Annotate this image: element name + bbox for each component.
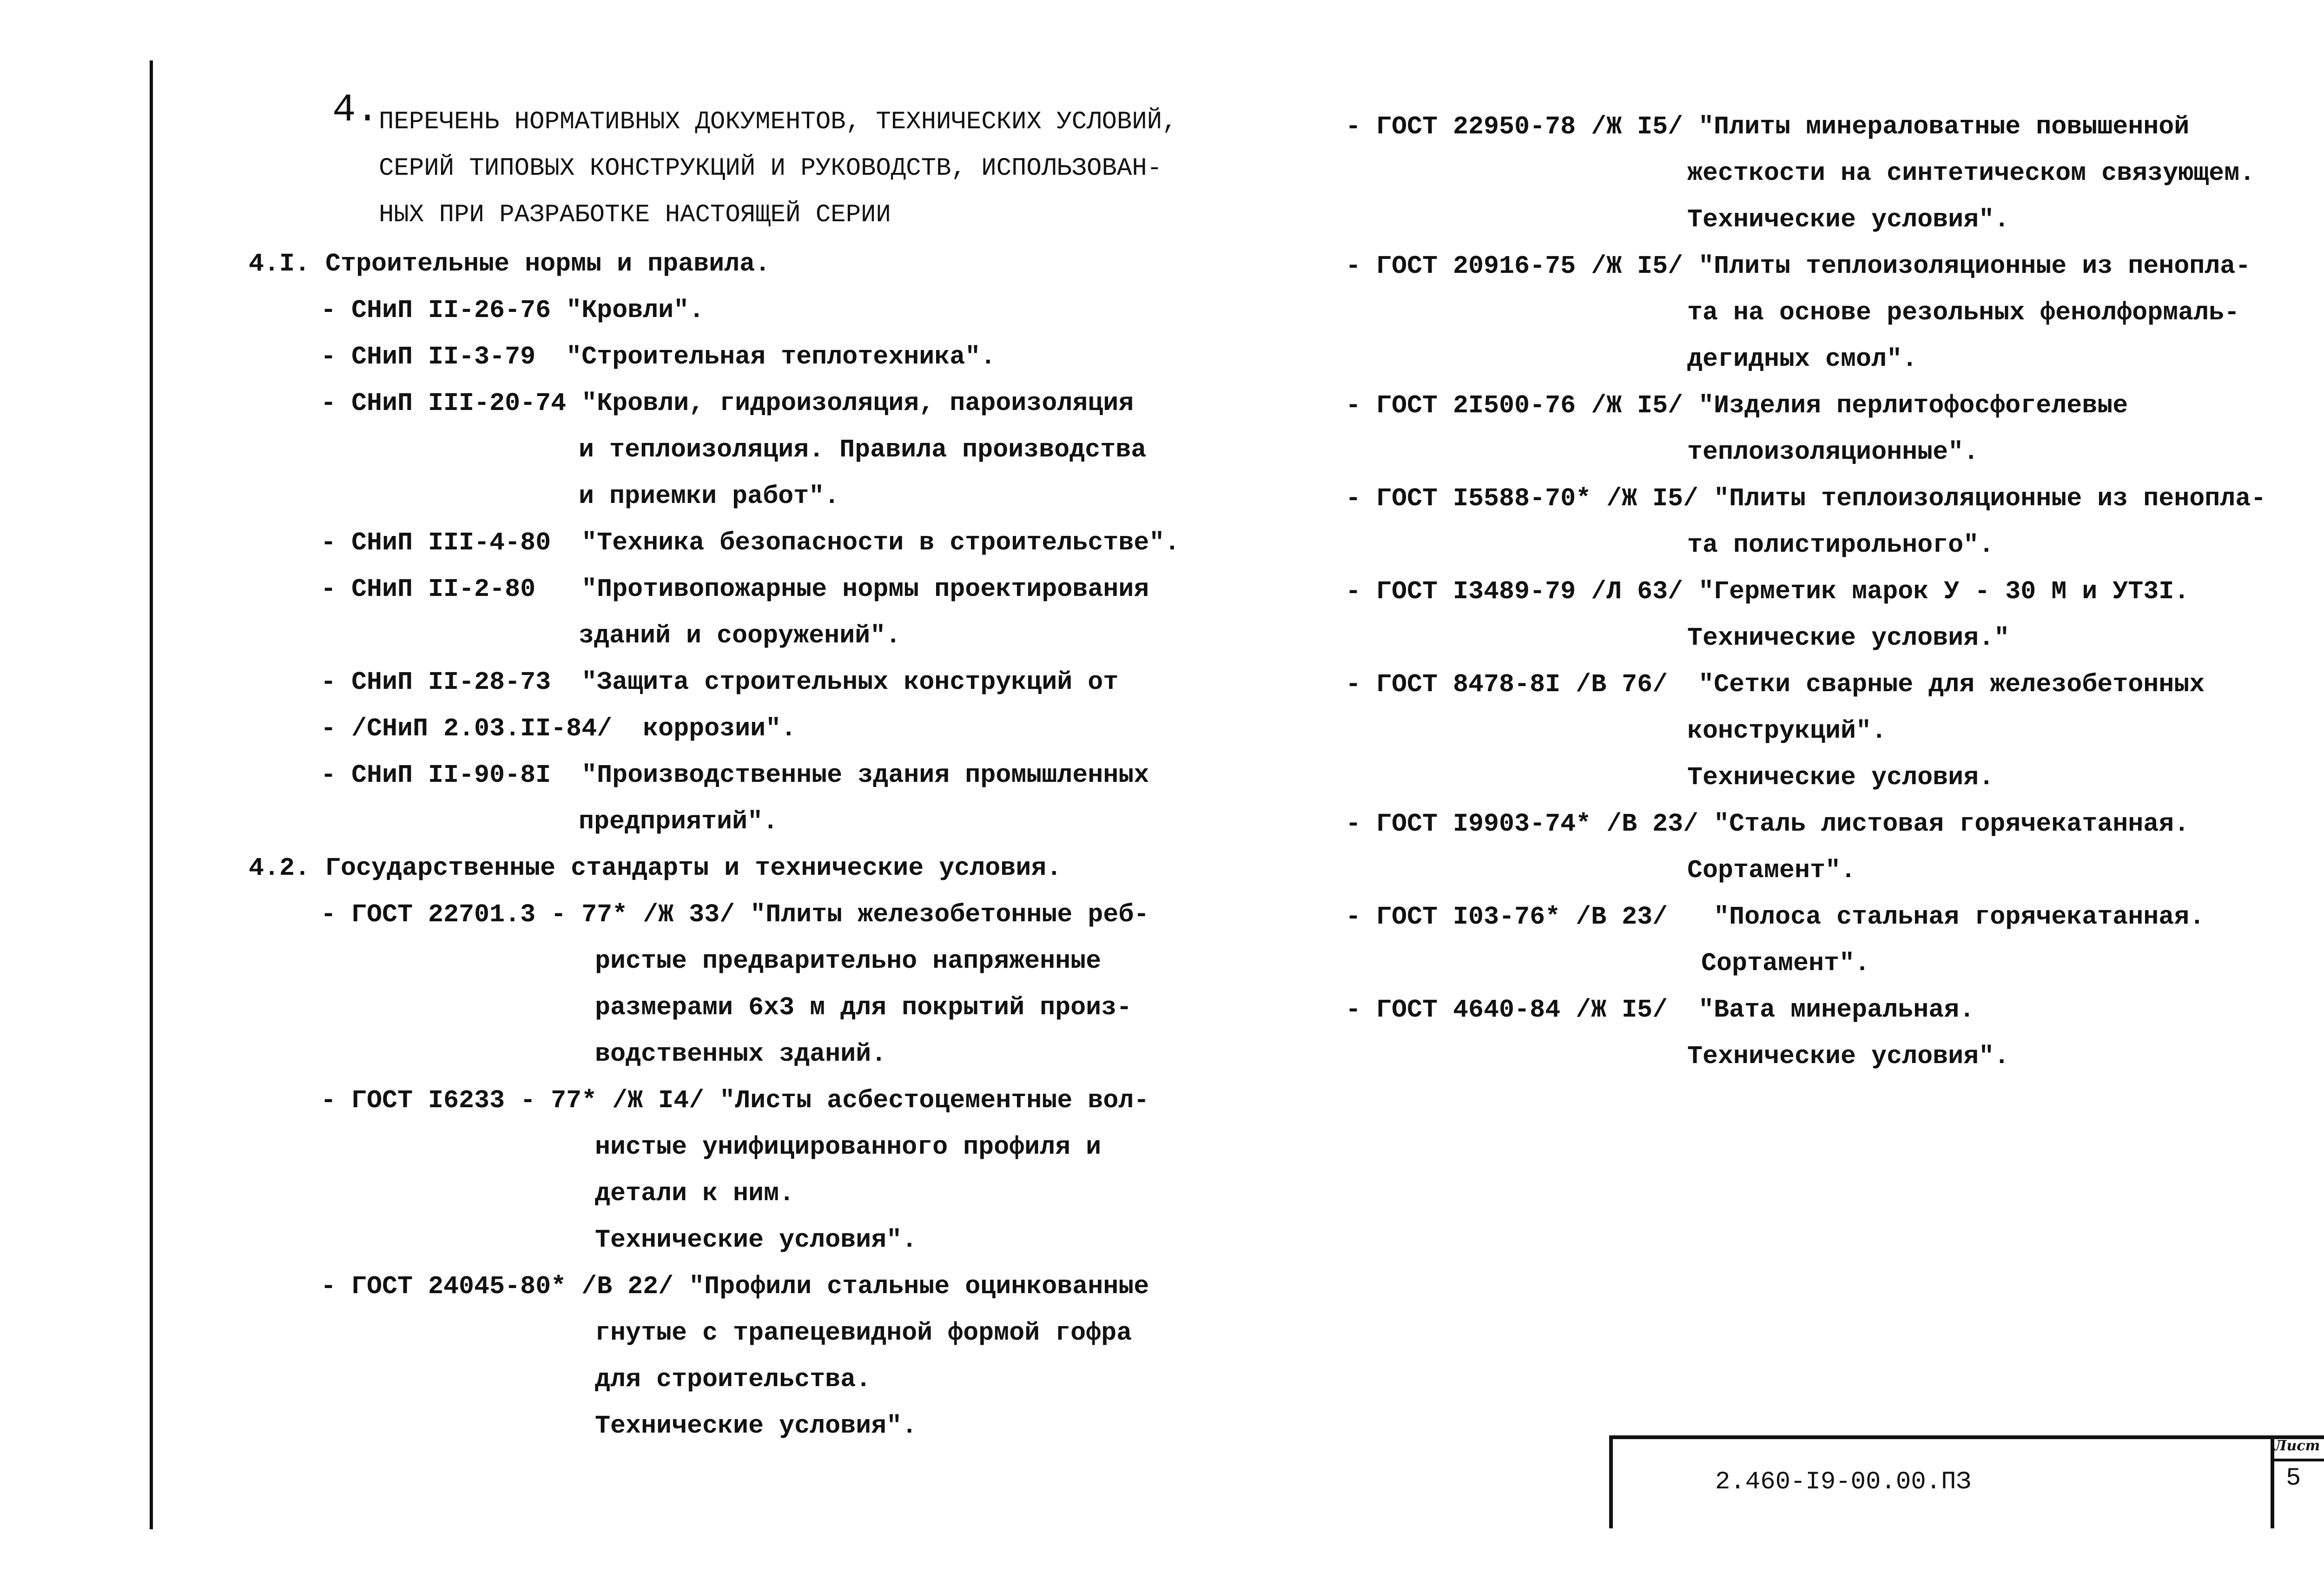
title-block-top-line xyxy=(1609,1435,2324,1439)
list-item: - ГОСТ I6233 - 77* /Ж I4/ "Листы асбестоцементные вол- xyxy=(321,1086,1149,1115)
list-item-continuation: конструкций". xyxy=(1687,716,1887,746)
list-item: - ГОСТ I03-76* /В 23/ "Полоса стальная горячекатанная. xyxy=(1346,902,2205,932)
section-heading-line-1: ПЕРЕЧЕНЬ НОРМАТИВНЫХ ДОКУМЕНТОВ, ТЕХНИЧЕСКИХ УСЛОВИЙ, xyxy=(379,108,1177,136)
list-item-continuation: Технические условия". xyxy=(595,1411,918,1441)
list-item: - ГОСТ I5588-70* /Ж I5/ "Плиты теплоизоляционные из пенопла- xyxy=(1346,484,2266,513)
subsection-title: 4.I. Строительные нормы и правила. xyxy=(249,249,771,278)
list-item-continuation: и приемки работ". xyxy=(579,482,840,511)
list-item-continuation: Технические условия". xyxy=(1687,1042,2010,1071)
list-item-continuation: зданий и сооружений". xyxy=(579,621,901,650)
list-item-continuation: Сортамент". xyxy=(1687,856,1856,885)
list-item: - ГОСТ I3489-79 /Л 63/ "Герметик марок У - 30 М и УТ3I. xyxy=(1346,577,2190,606)
list-item: - ГОСТ 20916-75 /Ж I5/ "Плиты теплоизоляционные из пенопла- xyxy=(1346,251,2251,281)
title-block-left-line xyxy=(1609,1435,1613,1528)
list-item-continuation: та полистирольного". xyxy=(1687,530,1994,560)
list-item-continuation: жесткости на синтетическом связующем. xyxy=(1687,159,2255,188)
list-item: - СНиП II-2-80 "Противопожарные нормы проектирования xyxy=(321,575,1149,604)
list-item: - СНиП II-28-73 "Защита строительных конструкций от xyxy=(321,667,1119,697)
list-item: - СНиП II-90-8I "Производственные здания промышленных xyxy=(321,760,1149,790)
list-item-continuation: детали к ним. xyxy=(595,1179,795,1208)
list-item-continuation: и теплоизоляция. Правила производства xyxy=(579,435,1147,464)
list-item: - ГОСТ 4640-84 /Ж I5/ "Вата минеральная. xyxy=(1346,995,1975,1024)
list-item-continuation: Технические условия". xyxy=(595,1225,918,1255)
list-item-continuation: теплоизоляционные". xyxy=(1687,437,1979,467)
sheet-cell-left-line xyxy=(2271,1435,2274,1528)
list-item-continuation: размерами 6х3 м для покрытий произ- xyxy=(595,993,1132,1022)
list-item: - /СНиП 2.03.II-84/ коррозии". xyxy=(321,714,797,743)
section-heading-line-2: СЕРИЙ ТИПОВЫХ КОНСТРУКЦИЙ И РУКОВОДСТВ, ИСПОЛЬЗОВАН- xyxy=(379,154,1162,183)
list-item: - ГОСТ I9903-74* /В 23/ "Сталь листовая горячекатанная. xyxy=(1346,809,2190,839)
list-item: - ГОСТ 2I500-76 /Ж I5/ "Изделия перлитофосфогелевые xyxy=(1346,391,2128,420)
document-code: 2.460-I9-00.00.ПЗ xyxy=(1715,1468,1971,1496)
list-item-continuation: нистые унифицированного профиля и xyxy=(595,1132,1102,1162)
list-item-continuation: Сортамент". xyxy=(1701,949,1870,978)
subsection-title: 4.2. Государственные стандарты и технические условия. xyxy=(249,853,1062,883)
list-item-continuation: Технические условия." xyxy=(1687,623,2010,653)
list-item: - СНиП III-20-74 "Кровли, гидроизоляция, пароизоляция xyxy=(321,389,1134,418)
list-item-continuation: для строительства. xyxy=(595,1365,872,1394)
section-heading-line-3: НЫХ ПРИ РАЗРАБОТКЕ НАСТОЯЩЕЙ СЕРИИ xyxy=(379,201,891,229)
sheet-number: 5 xyxy=(2286,1464,2301,1493)
list-item-continuation: дегидных смол". xyxy=(1687,344,1918,374)
list-item-continuation: та на основе резольных фенолформаль- xyxy=(1687,298,2240,327)
section-number: 4. xyxy=(332,88,379,132)
list-item: - СНиП II-3-79 "Строительная теплотехника". xyxy=(321,342,996,371)
list-item: - ГОСТ 24045-80* /В 22/ "Профили стальные оцинкованные xyxy=(321,1272,1149,1301)
list-item: - СНиП III-4-80 "Техника безопасности в строительстве". xyxy=(321,528,1180,557)
list-item-continuation: водственных зданий. xyxy=(595,1039,887,1069)
list-item: - ГОСТ 22701.3 - 77* /Ж 33/ "Плиты железобетонные реб- xyxy=(321,900,1149,929)
sheet-label: Лист xyxy=(2274,1438,2320,1454)
list-item: - ГОСТ 22950-78 /Ж I5/ "Плиты минераловатные повышенной xyxy=(1346,112,2190,141)
list-item-continuation: ристые предварительно напряженные xyxy=(595,946,1102,976)
list-item-continuation: гнутые с трапецевидной формой гофра xyxy=(595,1318,1132,1348)
list-item-continuation: Технические условия". xyxy=(1687,205,2010,234)
list-item-continuation: предприятий". xyxy=(579,807,779,836)
left-margin-line xyxy=(150,60,153,1529)
sheet-cell-divider xyxy=(2271,1459,2324,1461)
list-item: - ГОСТ 8478-8I /В 76/ "Сетки сварные для железобетонных xyxy=(1346,670,2205,699)
list-item: - СНиП II-26-76 "Кровли". xyxy=(321,296,705,325)
list-item-continuation: Технические условия. xyxy=(1687,763,1994,792)
